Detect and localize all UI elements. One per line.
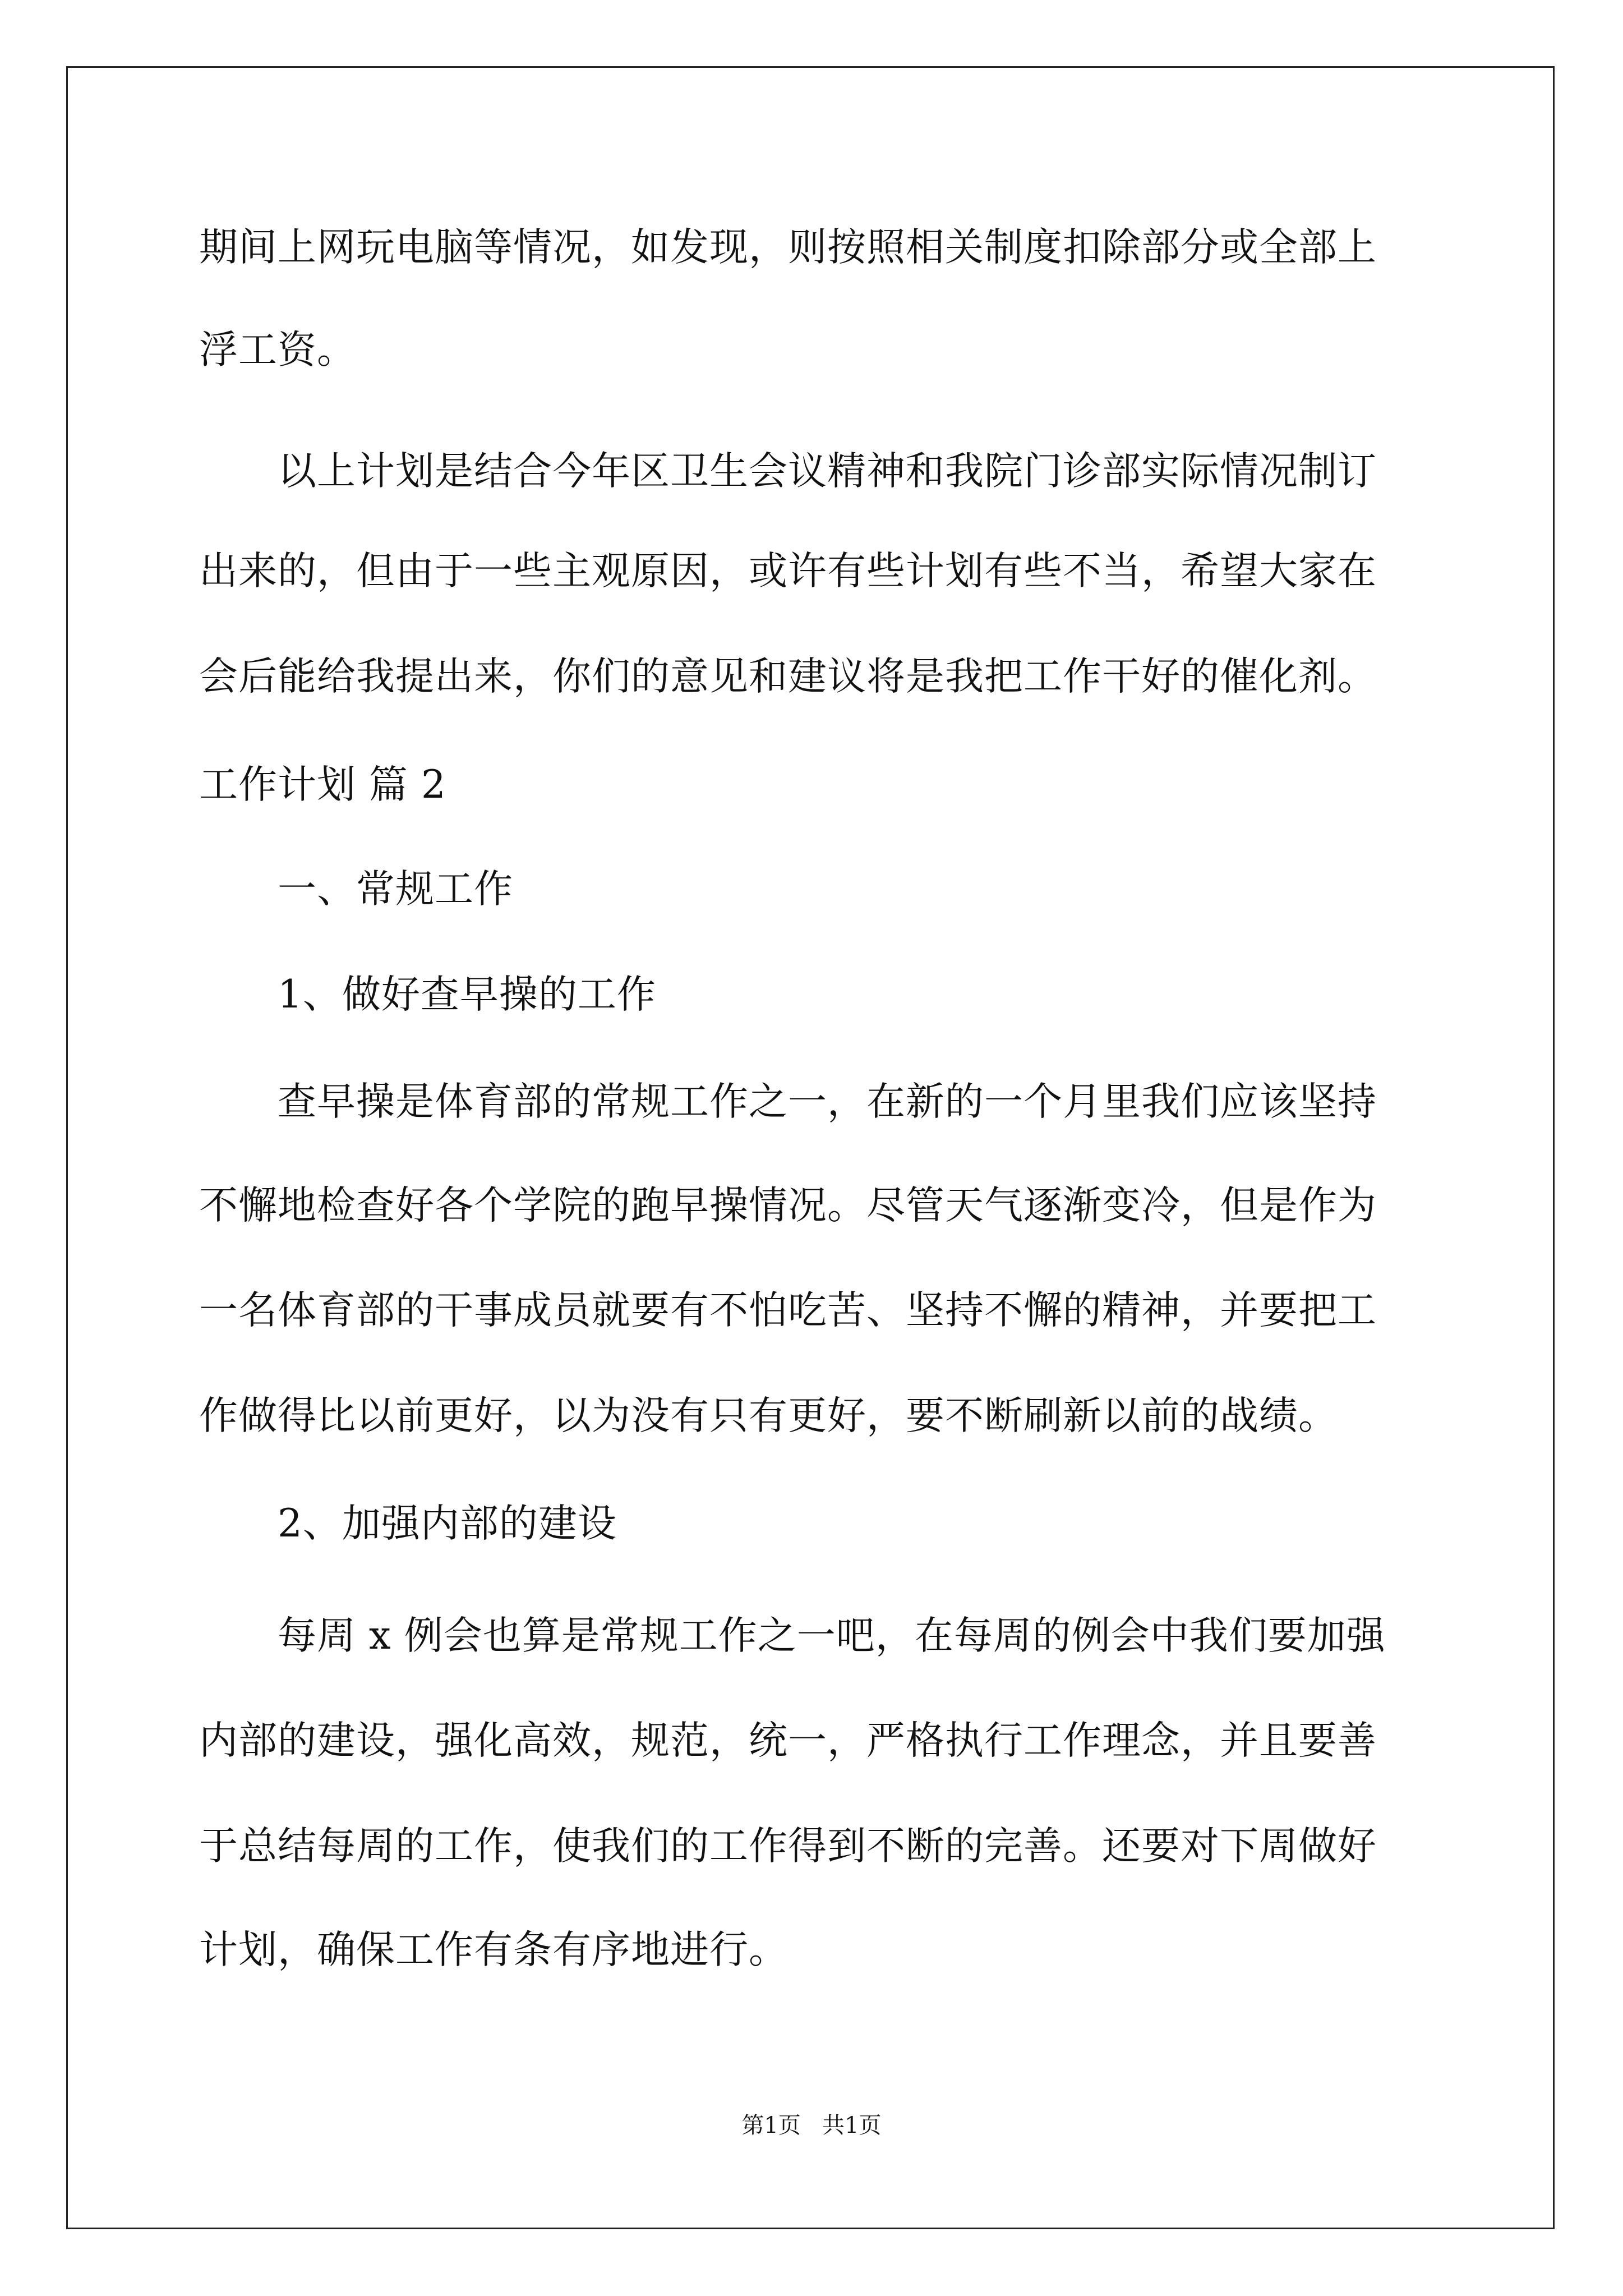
body-line: 每周 x 例会也算是常规工作之一吧，在每周的例会中我们要加强	[278, 1613, 1386, 1658]
section-heading: 工作计划 篇 2	[199, 762, 446, 807]
body-line: 会后能给我提出来，你们的意见和建议将是我把工作干好的催化剂。	[199, 654, 1377, 699]
subheading: 2、加强内部的建设	[278, 1501, 617, 1546]
body-line: 作做得比以前更好，以为没有只有更好，要不断刷新以前的战绩。	[199, 1393, 1338, 1438]
subheading: 一、常规工作	[278, 867, 513, 912]
body-line: 浮工资。	[199, 328, 356, 372]
body-line: 一名体育部的干事成员就要有不怕吃苦、坚持不懈的精神，并要把工	[199, 1288, 1377, 1333]
subheading: 1、做好查早操的工作	[278, 972, 656, 1017]
body-line: 以上计划是结合今年区卫生会议精神和我院门诊部实际情况制订	[278, 449, 1377, 494]
page-border	[66, 66, 1555, 2229]
body-line: 不懈地检查好各个学院的跑早操情况。尽管天气逐渐变冷，但是作为	[199, 1183, 1377, 1228]
body-line: 计划，确保工作有条有序地进行。	[199, 1927, 788, 1972]
body-line: 内部的建设，强化高效，规范，统一，严格执行工作理念，并且要善	[199, 1718, 1377, 1763]
body-line: 查早操是体育部的常规工作之一，在新的一个月里我们应该坚持	[278, 1079, 1377, 1124]
body-line: 于总结每周的工作，使我们的工作得到不断的完善。还要对下周做好	[199, 1824, 1377, 1869]
body-line: 出来的，但由于一些主观原因，或许有些计划有些不当，希望大家在	[199, 549, 1377, 593]
page-footer: 第1页 共1页	[741, 2113, 882, 2138]
body-line: 期间上网玩电脑等情况，如发现，则按照相关制度扣除部分或全部上	[199, 225, 1377, 270]
